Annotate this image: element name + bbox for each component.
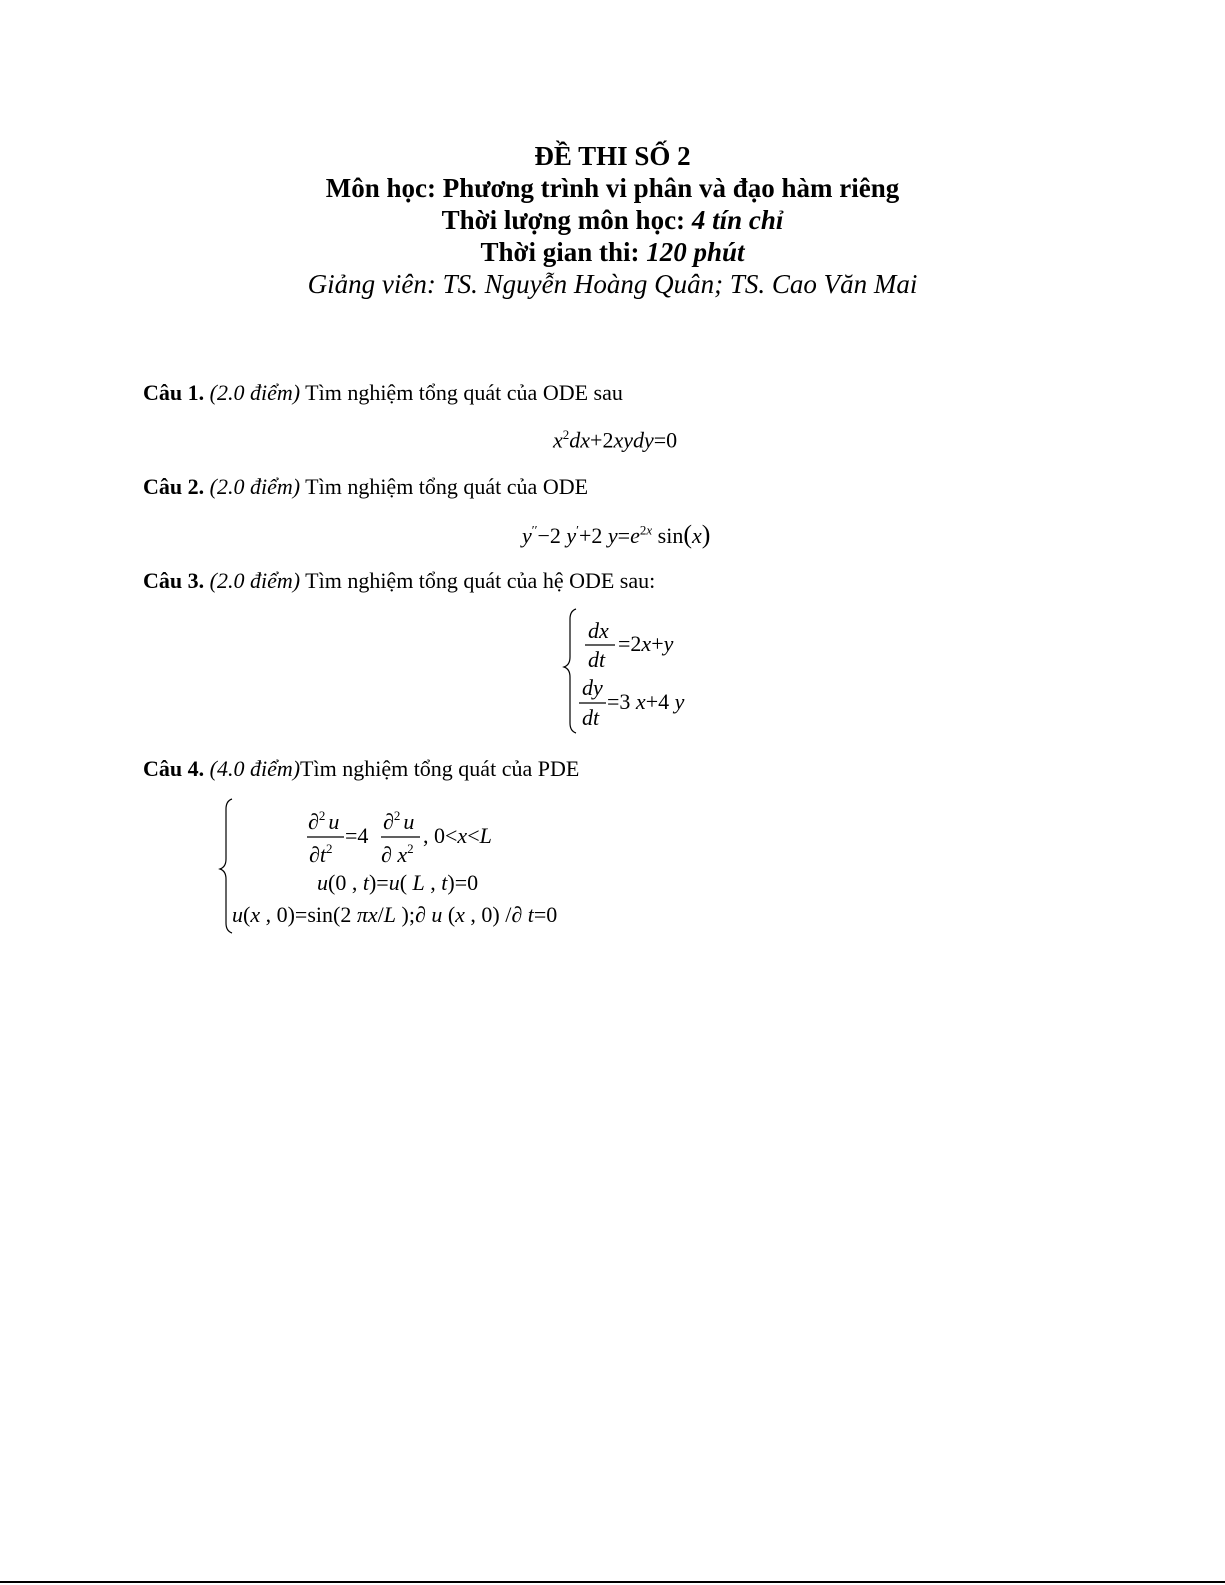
course-credits: Thời lượng môn học: 4 tín chỉ: [441, 205, 784, 235]
question-text: Tìm nghiệm tổng quát của PDE: [300, 756, 580, 781]
question-text: Tìm nghiệm tổng quát của ODE sau: [300, 380, 623, 405]
question-label: Câu 2.: [143, 474, 205, 499]
question-2: [143, 474, 588, 500]
svg-text:u(x , 0)=sin(2 πx/L );∂ u (x ,: u(x , 0)=sin(2 πx/L );∂ u (x , 0) /∂ t=0: [232, 902, 558, 927]
question-3: [143, 568, 655, 594]
question-1: [143, 380, 623, 406]
svg-text:dy: dy: [582, 675, 603, 700]
question-label: Câu 3.: [143, 568, 205, 593]
question-label: Câu 1.: [143, 380, 205, 405]
equation-1: $x^2dx+2xydy=0$: [553, 427, 678, 453]
equation-3-system: [560, 605, 720, 737]
page-bottom-border: [0, 1581, 1225, 1583]
svg-text:, 0<x<L: , 0<x<L: [423, 823, 492, 848]
lecturers: Giảng viên: TS. Nguyễn Hoàng Quân; TS. Cao Văn Mai: [307, 269, 918, 299]
svg-text:∂2u: ∂$^2$ u: [383, 808, 415, 834]
question-text: Tìm nghiệm tổng quát của ODE: [300, 474, 589, 499]
question-text: Tìm nghiệm tổng quát của hệ ODE sau:: [300, 568, 656, 593]
svg-text:dx: dx: [588, 618, 609, 643]
svg-text:∂2u: ∂$^2$ u: [308, 808, 340, 834]
svg-text:u(0 , t)=u( L , t)=0: u(0 , t)=u( L , t)=0: [317, 870, 479, 895]
svg-text:dt: dt: [588, 647, 606, 672]
equation-4-pde-system: [218, 795, 598, 935]
question-label: Câu 4.: [143, 756, 205, 781]
svg-text:∂ x2: ∂ $x^2$: [381, 841, 414, 867]
exam-duration: Thời gian thi: 120 phút: [480, 237, 745, 267]
svg-text:=2x+y: =2x+y: [618, 631, 674, 656]
question-points: (2.0 điểm): [209, 568, 301, 593]
exam-title: ĐỀ THI SỐ 2: [534, 141, 691, 171]
svg-text:=3 x+4 y: =3 x+4 y: [607, 689, 685, 714]
course-name: Môn học: Phương trình vi phân và đạo hàm riêng: [325, 173, 900, 203]
question-points: (4.0 điểm): [209, 756, 301, 781]
svg-text:dt: dt: [582, 705, 600, 730]
question-points: (2.0 điểm): [209, 380, 301, 405]
svg-text:∂t2: $\partial t^2$: [309, 841, 333, 867]
exam-header: [0, 140, 1225, 300]
equation-2: y′′−2 y′+2 $y=e^{2x}$ sin(x): [522, 520, 711, 549]
question-points: (2.0 điểm): [209, 474, 301, 499]
question-4: [143, 756, 579, 782]
svg-text:=4: =4: [345, 823, 369, 848]
